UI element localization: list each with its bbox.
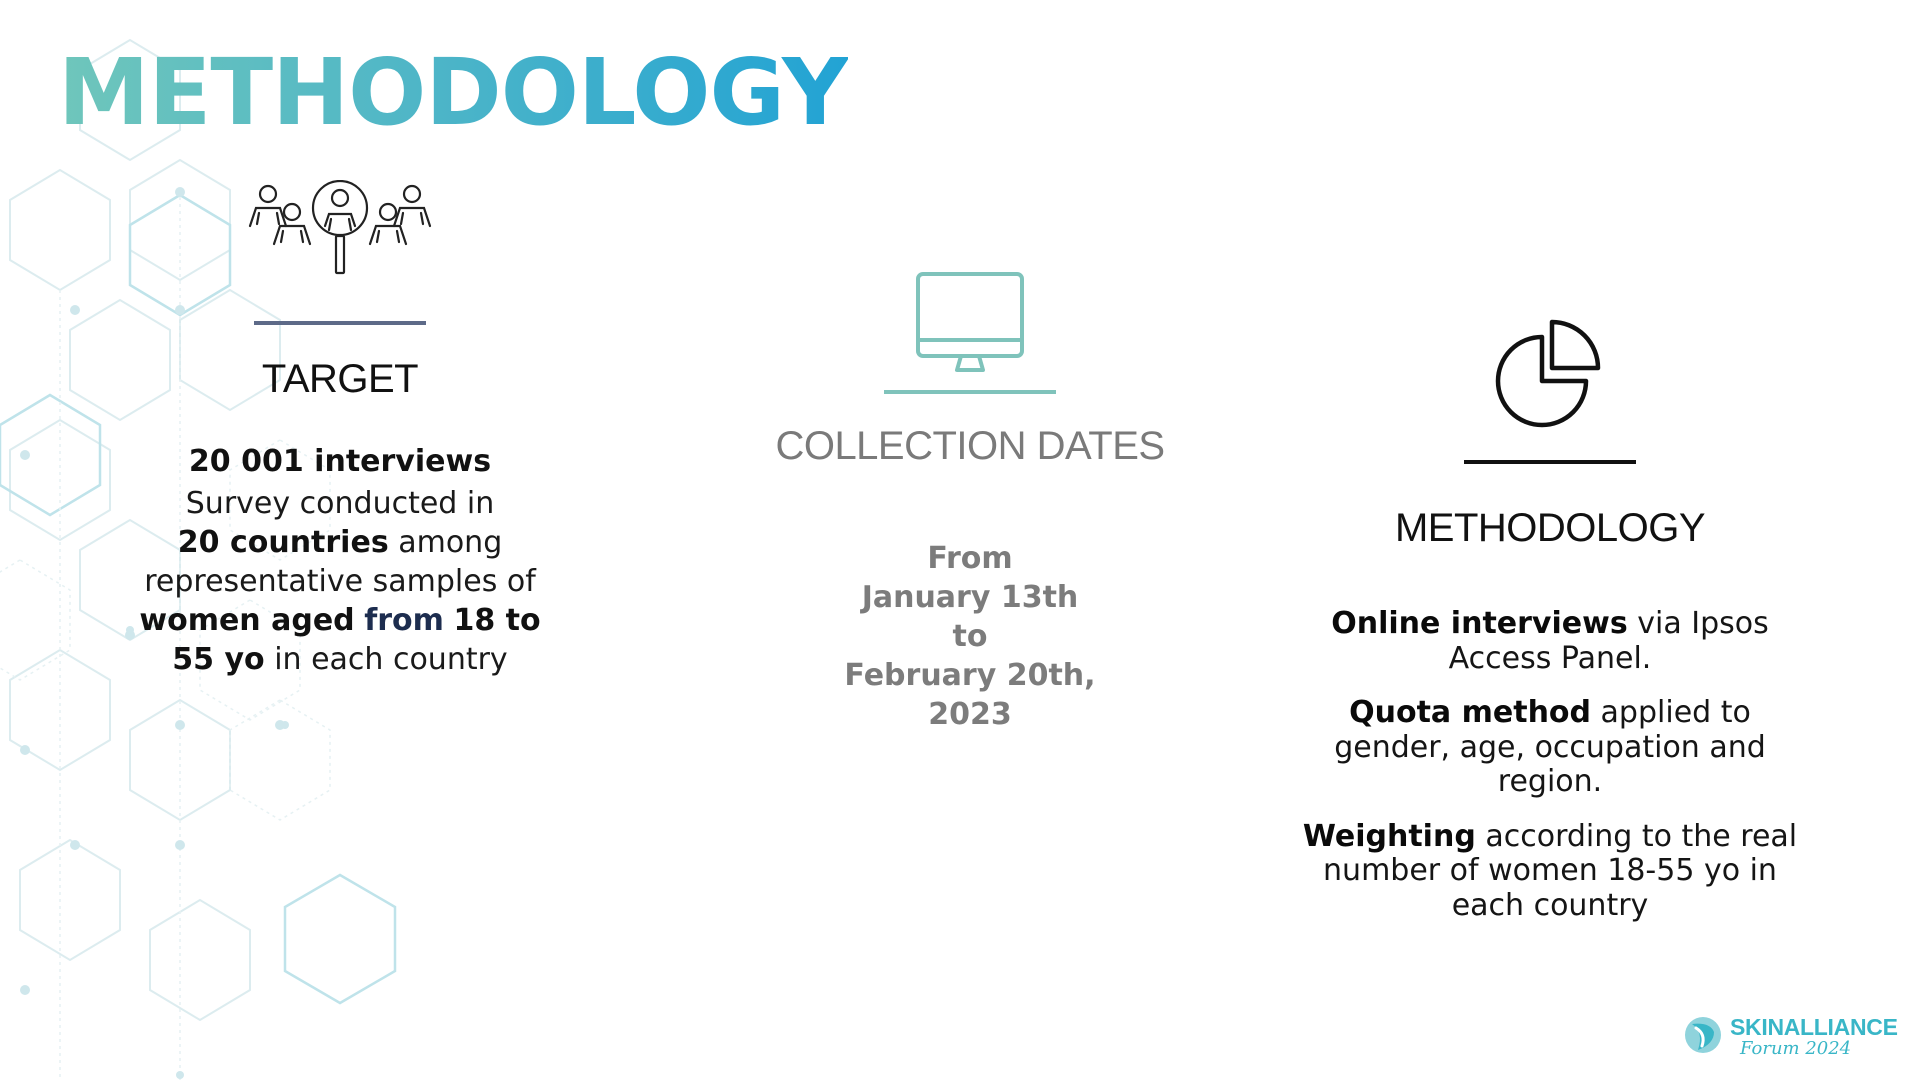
methodology-divider <box>1464 460 1636 464</box>
weighting-text: according to the real number of women 18-55 yo in each country <box>1323 818 1798 923</box>
monitor-icon <box>915 270 1025 374</box>
online-interviews-text: via Ipsos Access Panel. <box>1448 606 1769 676</box>
quota-label: Quota method <box>1349 695 1592 730</box>
target-heading: TARGET <box>261 357 419 401</box>
weighting-label: Weighting <box>1302 818 1476 854</box>
women-aged-text: women aged <box>139 602 355 638</box>
collection-section <box>740 270 1200 734</box>
survey-text: Survey conducted in <box>185 485 495 521</box>
people-search-icon <box>245 180 435 295</box>
date-line: February 20th, <box>844 658 1096 693</box>
each-country-text: in each country <box>264 641 508 677</box>
quota-paragraph <box>1290 696 1810 800</box>
target-section <box>110 180 570 679</box>
weighting-paragraph <box>1290 820 1810 924</box>
age-55-text: 55 yo <box>172 641 265 677</box>
online-interviews-paragraph <box>1290 607 1810 676</box>
pie-chart-icon <box>1490 310 1610 430</box>
age-18-text: 18 to <box>453 602 541 638</box>
collection-divider <box>884 390 1056 394</box>
samples-text: representative samples of <box>144 563 536 599</box>
online-interviews-label: Online interviews <box>1331 606 1628 641</box>
page-title: METHODOLOGY <box>58 39 848 146</box>
logo-name: SKINALLIANCE <box>1730 1014 1898 1040</box>
date-line: to <box>952 619 988 654</box>
date-line: January 13th <box>861 580 1079 615</box>
methodology-section <box>1290 310 1810 943</box>
target-description <box>110 440 570 679</box>
target-divider <box>254 321 426 325</box>
skinalliance-logo-icon <box>1682 1014 1724 1056</box>
quota-text: applied to gender, age, occupation and region. <box>1334 695 1766 799</box>
skinalliance-logo <box>1682 1012 1898 1060</box>
interviews-count: 20 001 interviews <box>188 444 492 479</box>
methodology-details <box>1290 607 1810 923</box>
among-text: among <box>388 524 503 560</box>
logo-subtitle: Forum 2024 <box>1740 1038 1852 1059</box>
countries-count: 20 countries <box>177 524 389 560</box>
collection-heading: COLLECTION DATES <box>775 424 1165 468</box>
date-line: 2023 <box>928 697 1012 732</box>
methodology-heading: METHODOLOGY <box>1394 506 1706 550</box>
date-line: From <box>927 541 1013 576</box>
from-text: from <box>364 602 444 638</box>
collection-dates <box>740 539 1200 734</box>
